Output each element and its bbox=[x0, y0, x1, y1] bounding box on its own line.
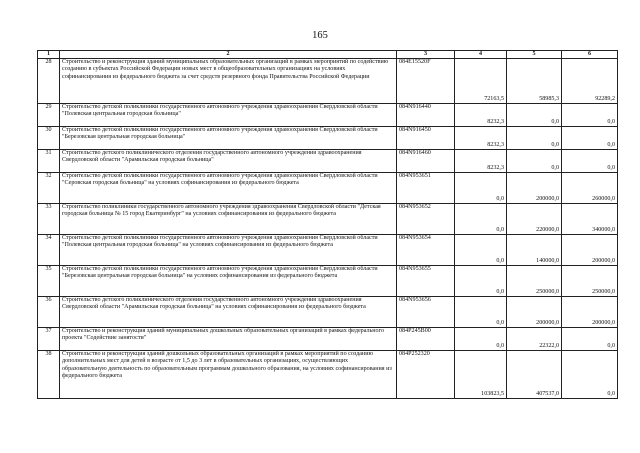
row-value-col5: 0,0 bbox=[507, 127, 562, 150]
row-number: 30 bbox=[38, 127, 60, 150]
row-value-col6: 250000,0 bbox=[562, 266, 618, 297]
row-value-col4: 0,0 bbox=[455, 235, 507, 266]
row-name: Строительство детского поликлинического отделения государственного автономного учреждения здравоохранения Свердловской области "Арамильская городская больница" bbox=[60, 150, 397, 173]
column-header: 4 bbox=[455, 51, 507, 59]
row-code: 084N953655 bbox=[397, 266, 455, 297]
row-value-col5: 407537,0 bbox=[507, 351, 562, 399]
row-code: 084N916450 bbox=[397, 127, 455, 150]
page-number: 165 bbox=[312, 30, 328, 41]
table-header-row bbox=[38, 51, 618, 59]
row-code: 084N953652 bbox=[397, 204, 455, 235]
row-value-col4: 8232,3 bbox=[455, 150, 507, 173]
row-value-col5: 140000,0 bbox=[507, 235, 562, 266]
row-value-col4: 0,0 bbox=[455, 204, 507, 235]
row-value-col5: 0,0 bbox=[507, 150, 562, 173]
row-name: Строительство детской поликлиники государственного автономного учреждения здравоохранения Свердловской области "Серовская городская больница" на условиях софинансирования из федерального бюджета bbox=[60, 173, 397, 204]
table-row bbox=[38, 104, 618, 127]
row-code: 084P252320 bbox=[397, 351, 455, 399]
row-value-col5: 200000,0 bbox=[507, 173, 562, 204]
row-number: 28 bbox=[38, 59, 60, 104]
column-header: 1 bbox=[38, 51, 60, 59]
column-header: 3 bbox=[397, 51, 455, 59]
row-value-col5: 22322,0 bbox=[507, 328, 562, 351]
row-code: 084E15520F bbox=[397, 59, 455, 104]
row-name: Строительство детской поликлиники государственного автономного учреждения здравоохранения Свердловской области "Березовская центральная городская больница" на условиях софинансирования из федерального бюджета bbox=[60, 266, 397, 297]
table-row bbox=[38, 235, 618, 266]
row-value-col5: 200000,0 bbox=[507, 297, 562, 328]
row-number: 38 bbox=[38, 351, 60, 399]
row-name: Строительство детской поликлиники государственного автономного учреждения здравоохранения Свердловской области "Полевская центральная городская больница" bbox=[60, 104, 397, 127]
row-value-col4: 0,0 bbox=[455, 173, 507, 204]
row-value-col4: 0,0 bbox=[455, 266, 507, 297]
row-value-col6: 0,0 bbox=[562, 104, 618, 127]
row-name: Строительство поликлиники государственного автономного учреждения здравоохранения Свердловской области "Детская городская больница № 15 город Екатеринбург" на условиях софинансирования из федерального бюджета bbox=[60, 204, 397, 235]
row-code: 084N916440 bbox=[397, 104, 455, 127]
row-name: Строительство и реконструкция зданий муниципальных дошкольных образовательных организаций в рамках федерального проекта "Содействие занятости" bbox=[60, 328, 397, 351]
row-value-col5: 58985,3 bbox=[507, 59, 562, 104]
row-number: 29 bbox=[38, 104, 60, 127]
row-name: Строительство и реконструкция зданий муниципальных образовательных организаций в рамках мероприятий по содействию созданию в субъектах Российской Федерации новых мест в общеобразовательных организациях на условиях софинансирования из федерального бюджета за счет средств резервного фонда Правительства Российской Федерации bbox=[60, 59, 397, 104]
row-value-col6: 0,0 bbox=[562, 328, 618, 351]
table-row bbox=[38, 266, 618, 297]
table-row bbox=[38, 173, 618, 204]
column-header: 2 bbox=[60, 51, 397, 59]
column-header: 6 bbox=[562, 51, 618, 59]
row-value-col5: 220000,0 bbox=[507, 204, 562, 235]
row-code: 084N916460 bbox=[397, 150, 455, 173]
row-value-col6: 340000,0 bbox=[562, 204, 618, 235]
row-value-col6: 200000,0 bbox=[562, 297, 618, 328]
row-number: 33 bbox=[38, 204, 60, 235]
row-code: 084N953651 bbox=[397, 173, 455, 204]
row-name: Строительство и реконструкция зданий дошкольных образовательных организаций в рамках мероприятий по созданию дополнительных мест для детей в возрасте от 1,5 до 3 лет в образовательных организациях, осуществляющих образовательную деятельность по образовательным программам дошкольного образования, на условиях софинансирования из федерального бюджета bbox=[60, 351, 397, 399]
row-value-col4: 0,0 bbox=[455, 297, 507, 328]
row-code: 084N953656 bbox=[397, 297, 455, 328]
row-value-col6: 200000,0 bbox=[562, 235, 618, 266]
row-number: 37 bbox=[38, 328, 60, 351]
table-row bbox=[38, 297, 618, 328]
table-row bbox=[38, 351, 618, 399]
row-number: 35 bbox=[38, 266, 60, 297]
row-value-col4: 72163,5 bbox=[455, 59, 507, 104]
row-name: Строительство детской поликлиники государственного автономного учреждения здравоохранения Свердловской области "Полевская центральная городская больница" на условиях софинансирования из федерального бюджета bbox=[60, 235, 397, 266]
row-value-col6: 260000,0 bbox=[562, 173, 618, 204]
row-number: 34 bbox=[38, 235, 60, 266]
row-code: 084N953654 bbox=[397, 235, 455, 266]
row-value-col6: 0,0 bbox=[562, 351, 618, 399]
row-code: 084P245B00 bbox=[397, 328, 455, 351]
table-row bbox=[38, 127, 618, 150]
row-value-col6: 0,0 bbox=[562, 150, 618, 173]
row-name: Строительство детской поликлиники государственного автономного учреждения здравоохранения Свердловской области "Березовская центральная городская больница" bbox=[60, 127, 397, 150]
table-row bbox=[38, 150, 618, 173]
row-value-col4: 8232,3 bbox=[455, 104, 507, 127]
table-row bbox=[38, 59, 618, 104]
row-name: Строительство детского поликлинического отделения государственного автономного учреждения здравоохранения Свердловской области "Арамильская городская больница" на условиях софинансирования из федерального бюджета bbox=[60, 297, 397, 328]
table-row bbox=[38, 204, 618, 235]
row-value-col4: 0,0 bbox=[455, 328, 507, 351]
row-value-col4: 103823,5 bbox=[455, 351, 507, 399]
row-number: 32 bbox=[38, 173, 60, 204]
row-number: 36 bbox=[38, 297, 60, 328]
budget-table bbox=[37, 50, 618, 399]
row-value-col6: 92289,2 bbox=[562, 59, 618, 104]
row-value-col5: 0,0 bbox=[507, 104, 562, 127]
row-value-col6: 0,0 bbox=[562, 127, 618, 150]
row-number: 31 bbox=[38, 150, 60, 173]
table-row bbox=[38, 328, 618, 351]
row-value-col5: 250000,0 bbox=[507, 266, 562, 297]
column-header: 5 bbox=[507, 51, 562, 59]
row-value-col4: 8232,3 bbox=[455, 127, 507, 150]
